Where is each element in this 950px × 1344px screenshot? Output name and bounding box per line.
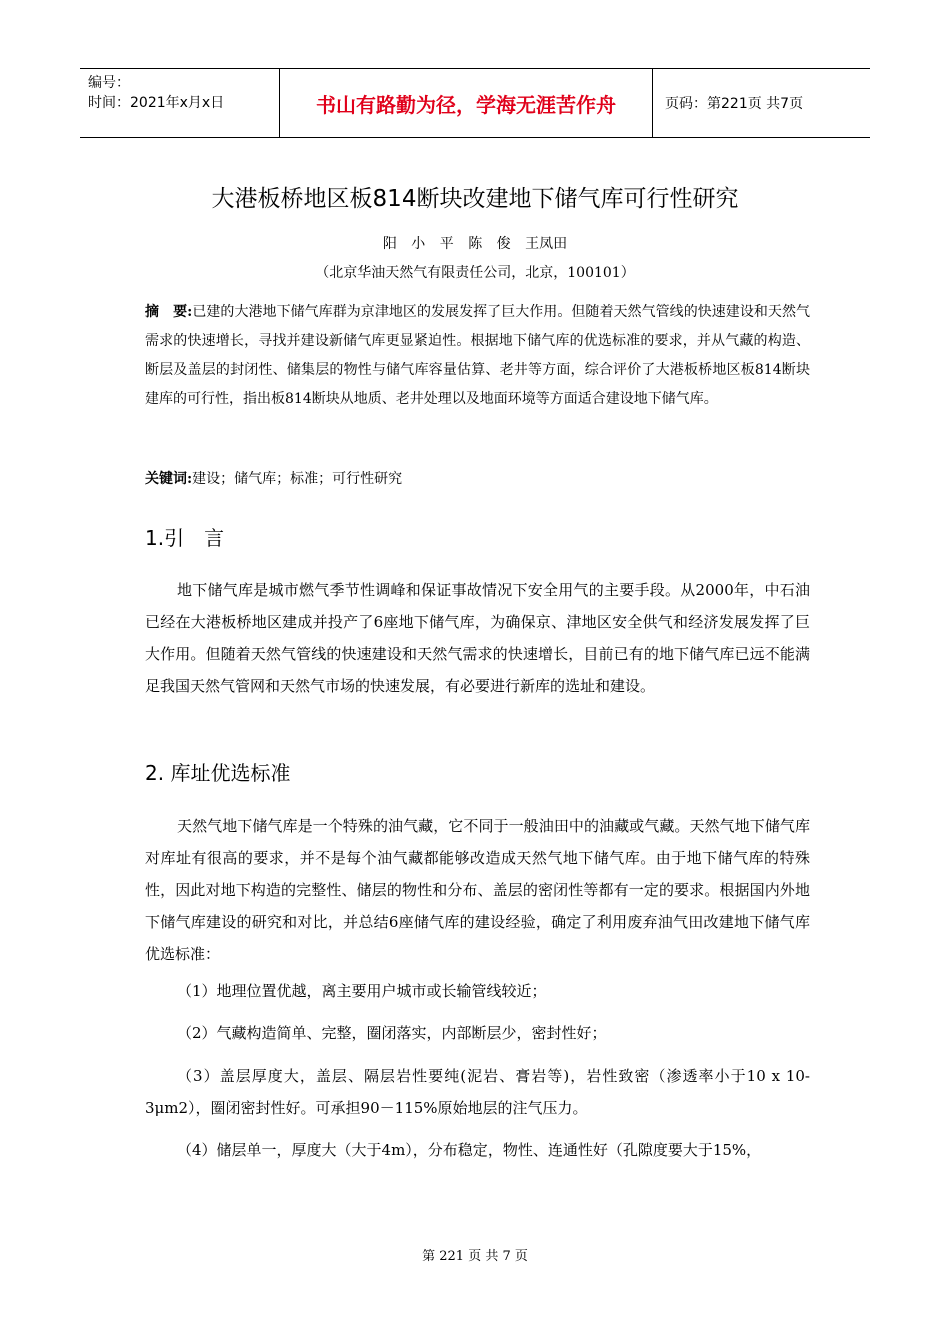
authors: 阳 小 平 陈 俊 王凤田 (382, 236, 568, 252)
header-motto: 书山有路勤为径，学海无涯苦作舟 (280, 69, 653, 137)
section-heading-criteria: 2. 库址优选标准 (145, 761, 291, 785)
criteria-item: （1）地理位置优越，离主要用户城市或长输管线较近； (177, 982, 547, 1000)
keywords (145, 465, 810, 493)
criteria-item: （4）储层单一，厚度大（大于4m），分布稳定，物性、连通性好（孔隙度要大于15%， (177, 1141, 762, 1159)
header-meta (80, 69, 280, 137)
number-label: 编号： (88, 75, 130, 91)
abstract (145, 298, 810, 414)
abstract-text: 已建的大港地下储气库群为京津地区的发展发挥了巨大作用。但随着天然气管线的快速建设和天然气需求的快速增长，寻找并建设新储气库更显紧迫性。根据地下储气库的优选标准的要求，并从气藏的构造、断层及盖层的封闭性、储集层的物性与储气库容量估算、老井等方面，综合评价了大港板桥地区板814断块建库的可行性，指出板814断块从地质、老井处理以及地面环境等方面适合建设地下储气库。 (145, 304, 811, 407)
criteria-item: （3）盖层厚度大，盖层、隔层岩性要纯(泥岩、膏岩等)，岩性致密（渗透率小于10 x 10-3μm2），圈闭密封性好。可承担90－115%原始地层的注气压力。 (145, 1067, 810, 1117)
document-title: 大港板桥地区板814断块改建地下储气库可行性研究 (211, 186, 739, 212)
header-page-label: 页码：第221页 共7页 (665, 96, 804, 112)
criteria-item: （2）气藏构造简单、完整，圈闭落实，内部断层少，密封性好； (177, 1024, 607, 1042)
section-heading-intro: 1.引 言 (145, 526, 225, 550)
affiliation: （北京华油天然气有限责任公司，北京，100101） (315, 265, 635, 281)
abstract-label: 摘 要: (145, 304, 193, 320)
section-intro-paragraph: 地下储气库是城市燃气季节性调峰和保证事故情况下安全用气的主要手段。从2000年，中石油已经在大港板桥地区建成并投产了6座地下储气库，为确保京、津地区安全供气和经济发展发挥了巨大作用。但随着天然气管线的快速建设和天然气需求的快速增长，目前已有的地下储气库已远不能满足我国天然气管网和天然气市场的快速发展，有必要进行新库的选址和建设。 (145, 581, 810, 695)
keywords-text: 建设；储气库；标准；可行性研究 (192, 471, 403, 487)
date-label: 时间：2021年x月x日 (88, 95, 225, 111)
keywords-label: 关键词: (145, 471, 193, 487)
page-footer: 第 221 页 共 7 页 (422, 1249, 528, 1264)
section-criteria-paragraph: 天然气地下储气库是一个特殊的油气藏，它不同于一般油田中的油藏或气藏。天然气地下储气库对库址有很高的要求，并不是每个油气藏都能够改造成天然气地下储气库。由于地下储气库的特殊性，因此对地下构造的完整性、储层的物性和分布、盖层的密闭性等都有一定的要求。根据国内外地下储气库建设的研究和对比，并总结6座储气库的建设经验，确定了利用废弃油气田改建地下储气库优选标准： (145, 817, 810, 963)
page-header (80, 68, 870, 138)
